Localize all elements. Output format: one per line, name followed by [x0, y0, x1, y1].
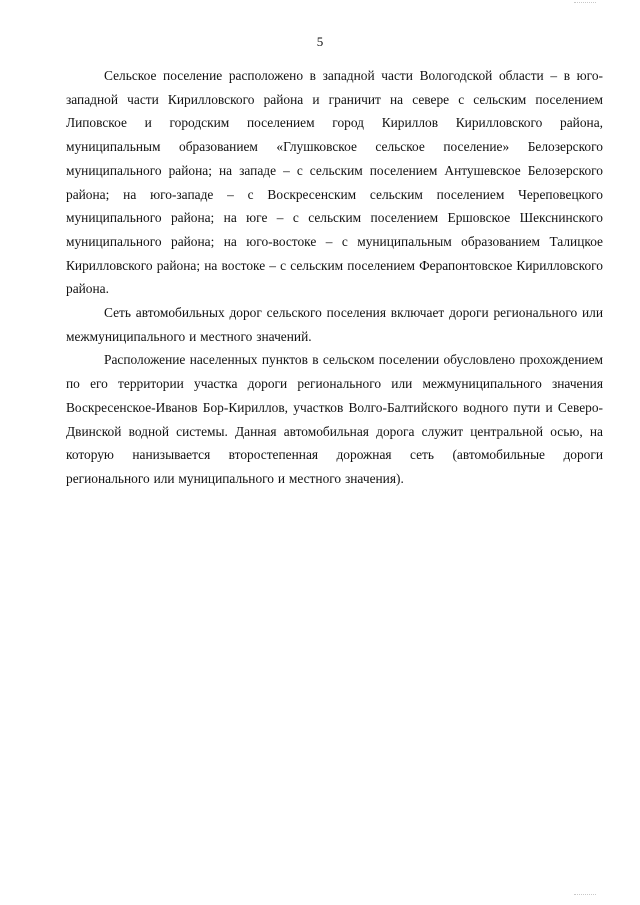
scan-mark	[574, 894, 596, 901]
document-body	[66, 64, 603, 491]
paragraph-location: Сельское поселение расположено в западной части Вологодской области – в юго-западной части Кирилловского района и граничит на севере с сельским поселением Липовское и городским поселением город Кириллов Кирилловского района, муниципальным образованием «Глушковское сельское поселение» Белозерского муниципального района; на западе – с сельским поселением Антушевское Белозерского района; на юго-западе – с Воскресенским сельским поселением Череповецкого муниципального района; на юге – с сельским поселением Ершовское Шекснинского муниципального района; на юго-востоке – с муниципальным образованием Талицкое Кирилловского района; на востоке – с сельским поселением Ферапонтовское Кирилловского района.	[66, 68, 603, 297]
paragraph-road-network: Сеть автомобильных дорог сельского поселения включает дороги регионального или межмуниципального и местного значений.	[66, 305, 603, 344]
page-number: 5	[316, 34, 324, 49]
scan-mark	[574, 2, 596, 9]
paragraph-settlements: Расположение населенных пунктов в сельском поселении обусловлено прохождением по его территории участка дороги регионального или межмуниципального значения Воскресенское-Иванов Бор-Кириллов, участков Волго-Балтийского водного пути и Северо-Двинской водной системы. Данная автомобильная дорога служит центральной осью, на которую нанизывается второстепенная дорожная сеть (автомобильные дороги регионального или муниципального и местного значения).	[66, 352, 603, 486]
